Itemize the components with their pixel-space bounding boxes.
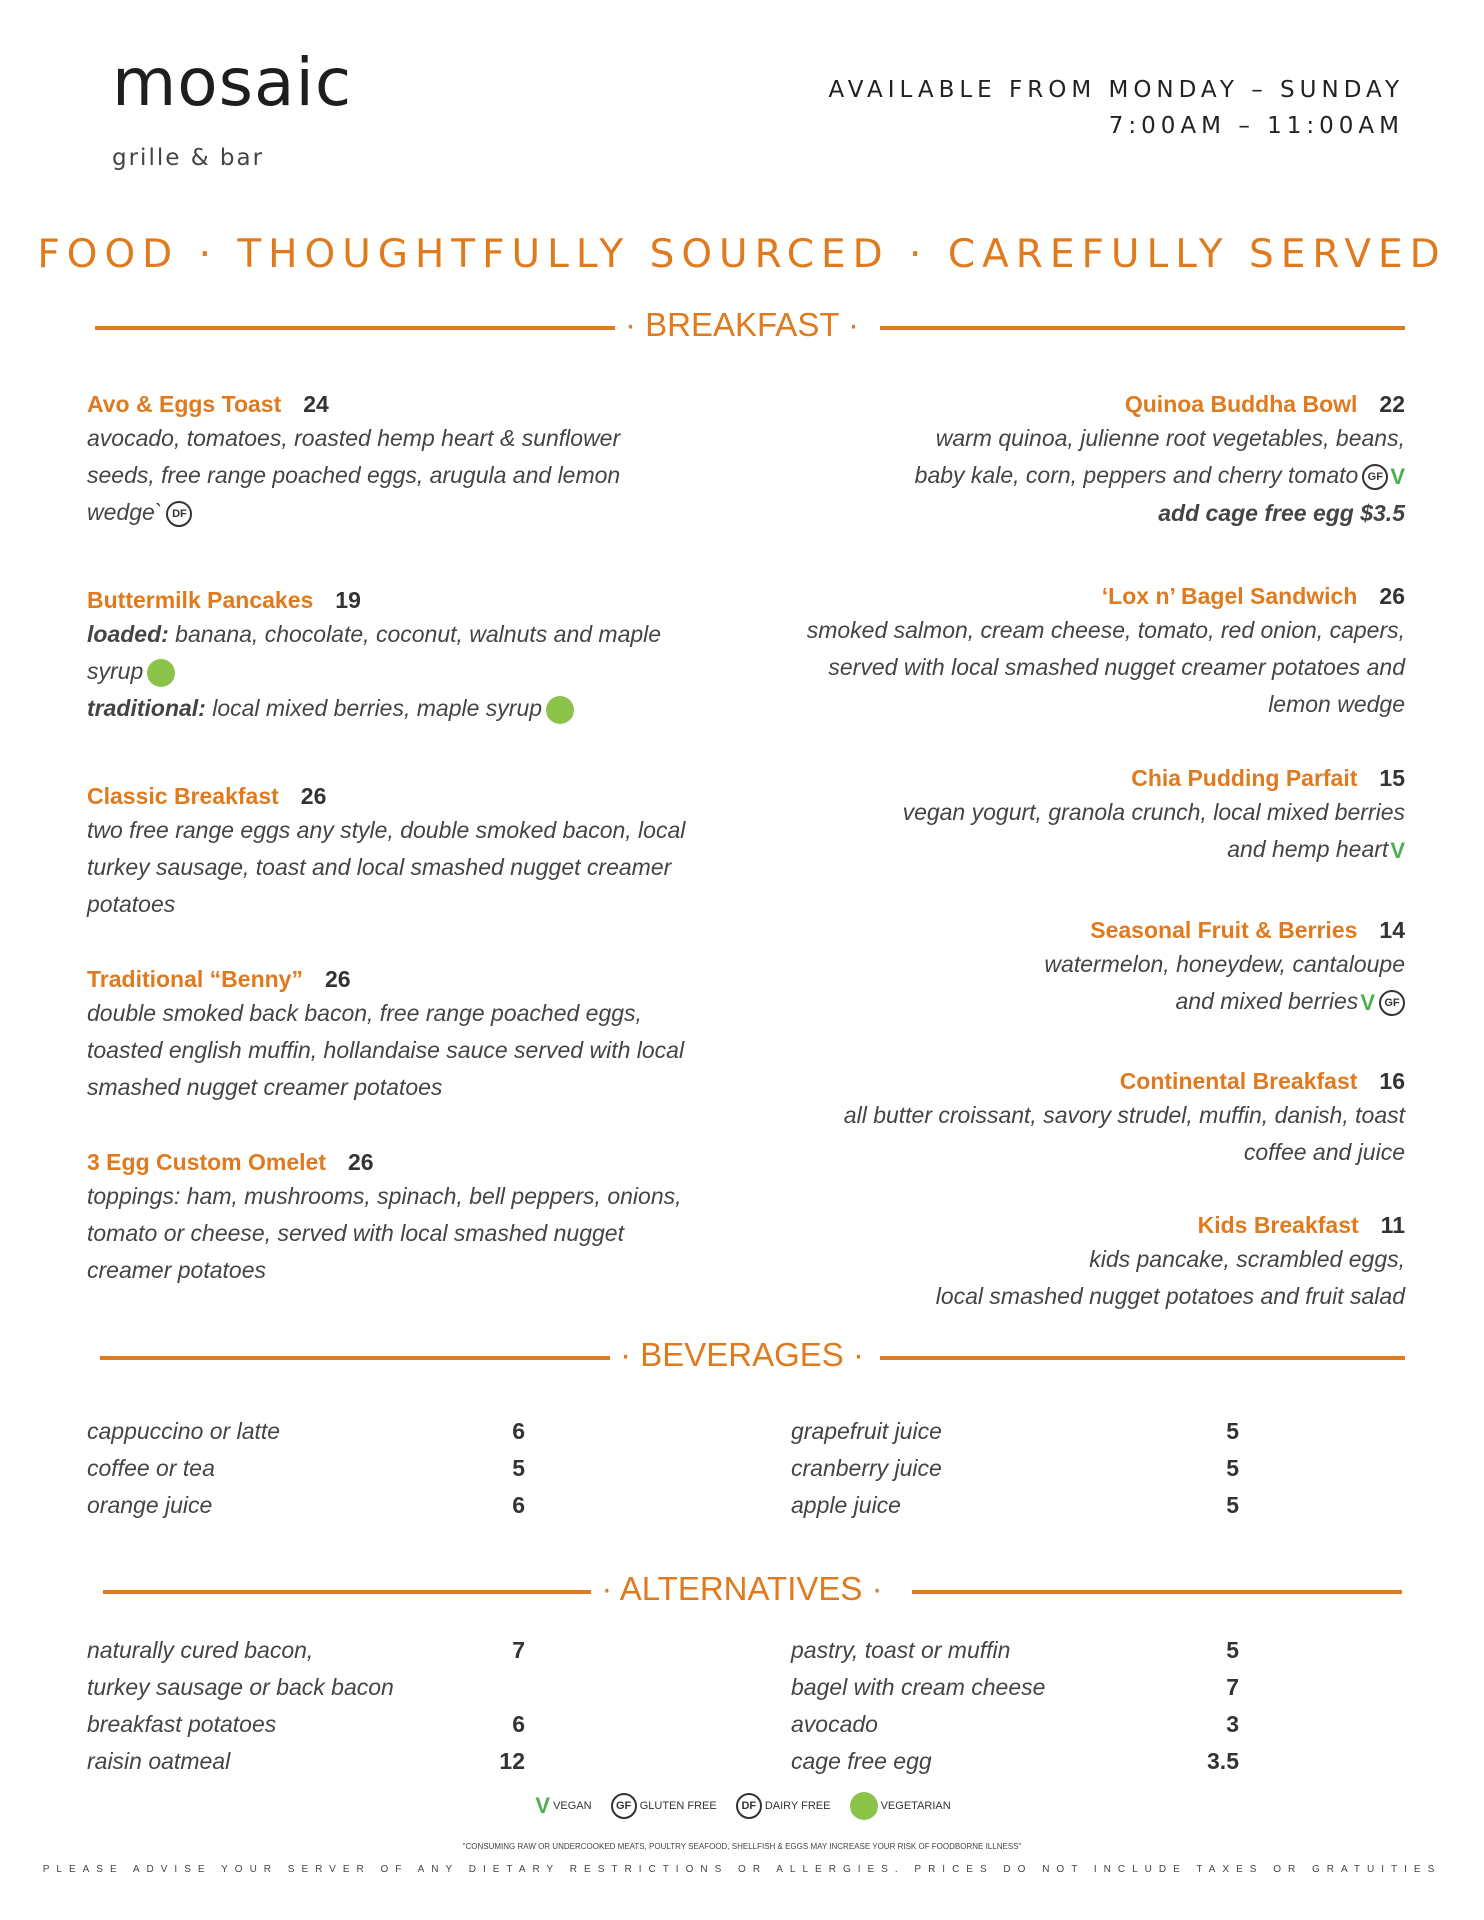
beverage-row: orange juice 6 <box>87 1492 525 1518</box>
availability <box>828 72 1404 144</box>
item-title: Traditional “Benny” 26 <box>87 966 351 992</box>
section-title-alternatives: · ALTERNATIVES · <box>0 1570 1484 1608</box>
alternative-row: cage free egg 3.5 <box>791 1748 1239 1774</box>
availability-hours: 7:00AM – 11:00AM <box>1108 113 1404 139</box>
item-title: Continental Breakfast 16 <box>1119 1068 1405 1094</box>
beverage-row: coffee or tea 5 <box>87 1455 525 1481</box>
beverage-row: apple juice 5 <box>791 1492 1239 1518</box>
menu-item-traditional-benny <box>87 963 687 1106</box>
alternative-row: avocado 3 <box>791 1711 1239 1737</box>
gluten-free-icon: GF <box>1379 990 1405 1016</box>
beverage-row: cappuccino or latte 6 <box>87 1418 525 1444</box>
dairy-free-icon: DF <box>166 501 192 527</box>
item-description: toppings: ham, mushrooms, spinach, bell peppers, onions, tomato or cheese, served with local smashed nugget creamer potatoes <box>87 1183 682 1283</box>
item-description: loaded: banana, chocolate, coconut, walnuts and maple syrup traditional: local mixed berries, maple syrup <box>87 616 687 727</box>
vegan-icon: V <box>535 1793 550 1818</box>
gluten-free-icon: GF <box>611 1793 637 1819</box>
item-description: vegan yogurt, granola crunch, local mixed berries and hemp heartV <box>805 794 1405 869</box>
item-title: Classic Breakfast 26 <box>87 783 327 809</box>
brand-logo: mosaic <box>112 44 353 121</box>
tagline: FOOD · THOUGHTFULLY SOURCED · CAREFULLY SERVED <box>37 232 1447 277</box>
alternative-row: bagel with cream cheese 7 <box>791 1674 1239 1700</box>
alternative-row: pastry, toast or muffin 5 <box>791 1637 1239 1663</box>
item-title: Quinoa Buddha Bowl 22 <box>1124 391 1405 417</box>
alternative-row: breakfast potatoes 6 <box>87 1711 525 1737</box>
vegan-icon: V <box>1390 838 1405 864</box>
food-safety-disclaimer: "CONSUMING RAW OR UNDERCOOKED MEATS, POULTRY SEAFOOD, SHELLFISH & EGGS MAY INCREASE YOUR RISK OF FOODBORNE ILLNESS" <box>462 1842 1022 1851</box>
beverage-row: cranberry juice 5 <box>791 1455 1239 1481</box>
alternative-row: naturally cured bacon, 7 <box>87 1637 525 1663</box>
item-title: Seasonal Fruit & Berries 14 <box>1090 917 1405 943</box>
menu-item-buttermilk-pancakes <box>87 584 687 727</box>
item-title: 3 Egg Custom Omelet 26 <box>87 1149 374 1175</box>
availability-days: AVAILABLE FROM MONDAY – SUNDAY <box>828 77 1404 103</box>
item-description: all butter croissant, savory strudel, muffin, danish, toast coffee and juice <box>843 1102 1405 1165</box>
item-description: two free range eggs any style, double smoked bacon, local turkey sausage, toast and local smashed nugget creamer potatoes <box>87 817 686 917</box>
dairy-free-icon: DF <box>736 1793 762 1819</box>
menu-item-continental-breakfast <box>765 1065 1405 1171</box>
item-title: Chia Pudding Parfait 15 <box>1131 765 1405 791</box>
menu-item-lox-bagel-sandwich <box>765 580 1405 723</box>
alternative-row: turkey sausage or back bacon <box>87 1674 394 1700</box>
footer-notice: PLEASE ADVISE YOUR SERVER OF ANY DIETARY RESTRICTIONS OR ALLERGIES. PRICES DO NOT INCLUDE TAXES OR GRATUITIES <box>42 1864 1442 1875</box>
menu-item-chia-pudding-parfait <box>805 762 1405 869</box>
legend-vegan-label: VEGAN <box>553 1799 592 1812</box>
menu-item-quinoa-buddha-bowl <box>805 388 1405 532</box>
item-description: kids pancake, scrambled eggs, local smashed nugget potatoes and fruit salad <box>935 1246 1405 1309</box>
vegetarian-icon <box>147 659 175 687</box>
menu-item-classic-breakfast <box>87 780 687 923</box>
gluten-free-icon: GF <box>1362 464 1388 490</box>
legend-vegetarian-label: VEGETARIAN <box>880 1799 951 1812</box>
section-title-breakfast: · BREAKFAST · <box>0 306 1484 344</box>
item-description: warm quinoa, julienne root vegetables, beans, baby kale, corn, peppers and cherry tomato GF V add cage free egg $3.5 <box>914 425 1405 527</box>
alternative-row: raisin oatmeal 12 <box>87 1748 525 1774</box>
item-description: watermelon, honeydew, cantaloupe and mixed berriesV GF <box>805 946 1405 1021</box>
brand-subtitle: grille & bar <box>112 145 265 171</box>
menu-item-avo-eggs-toast <box>87 388 687 531</box>
menu-item-kids-breakfast <box>805 1209 1405 1315</box>
item-title: Buttermilk Pancakes 19 <box>87 587 361 613</box>
item-title: Kids Breakfast 11 <box>1197 1212 1405 1238</box>
vegan-icon: V <box>1360 990 1375 1016</box>
vegetarian-icon <box>546 696 574 724</box>
vegetarian-icon <box>850 1792 878 1820</box>
dietary-legend <box>0 1792 1484 1820</box>
section-title-beverages: · BEVERAGES · <box>0 1336 1484 1374</box>
beverage-row: grapefruit juice 5 <box>791 1418 1239 1444</box>
item-description: smoked salmon, cream cheese, tomato, red onion, capers, served with local smashed nugget creamer potatoes and lemon wedge <box>806 617 1405 717</box>
legend-gluten-free-label: GLUTEN FREE <box>639 1799 717 1812</box>
menu-item-custom-omelet <box>87 1146 687 1289</box>
item-description: avocado, tomatoes, roasted hemp heart & sunflower seeds, free range poached eggs, arugula and lemon wedge` DF <box>87 425 621 525</box>
item-title: ‘Lox n’ Bagel Sandwich 26 <box>1101 583 1405 609</box>
item-title: Avo & Eggs Toast 24 <box>87 391 329 417</box>
vegan-icon: V <box>1390 464 1405 490</box>
menu-item-seasonal-fruit <box>805 914 1405 1021</box>
legend-dairy-free-label: DAIRY FREE <box>764 1799 831 1812</box>
item-description: double smoked back bacon, free range poached eggs, toasted english muffin, hollandaise sauce served with local smashed nugget creamer potatoes <box>87 1000 685 1100</box>
